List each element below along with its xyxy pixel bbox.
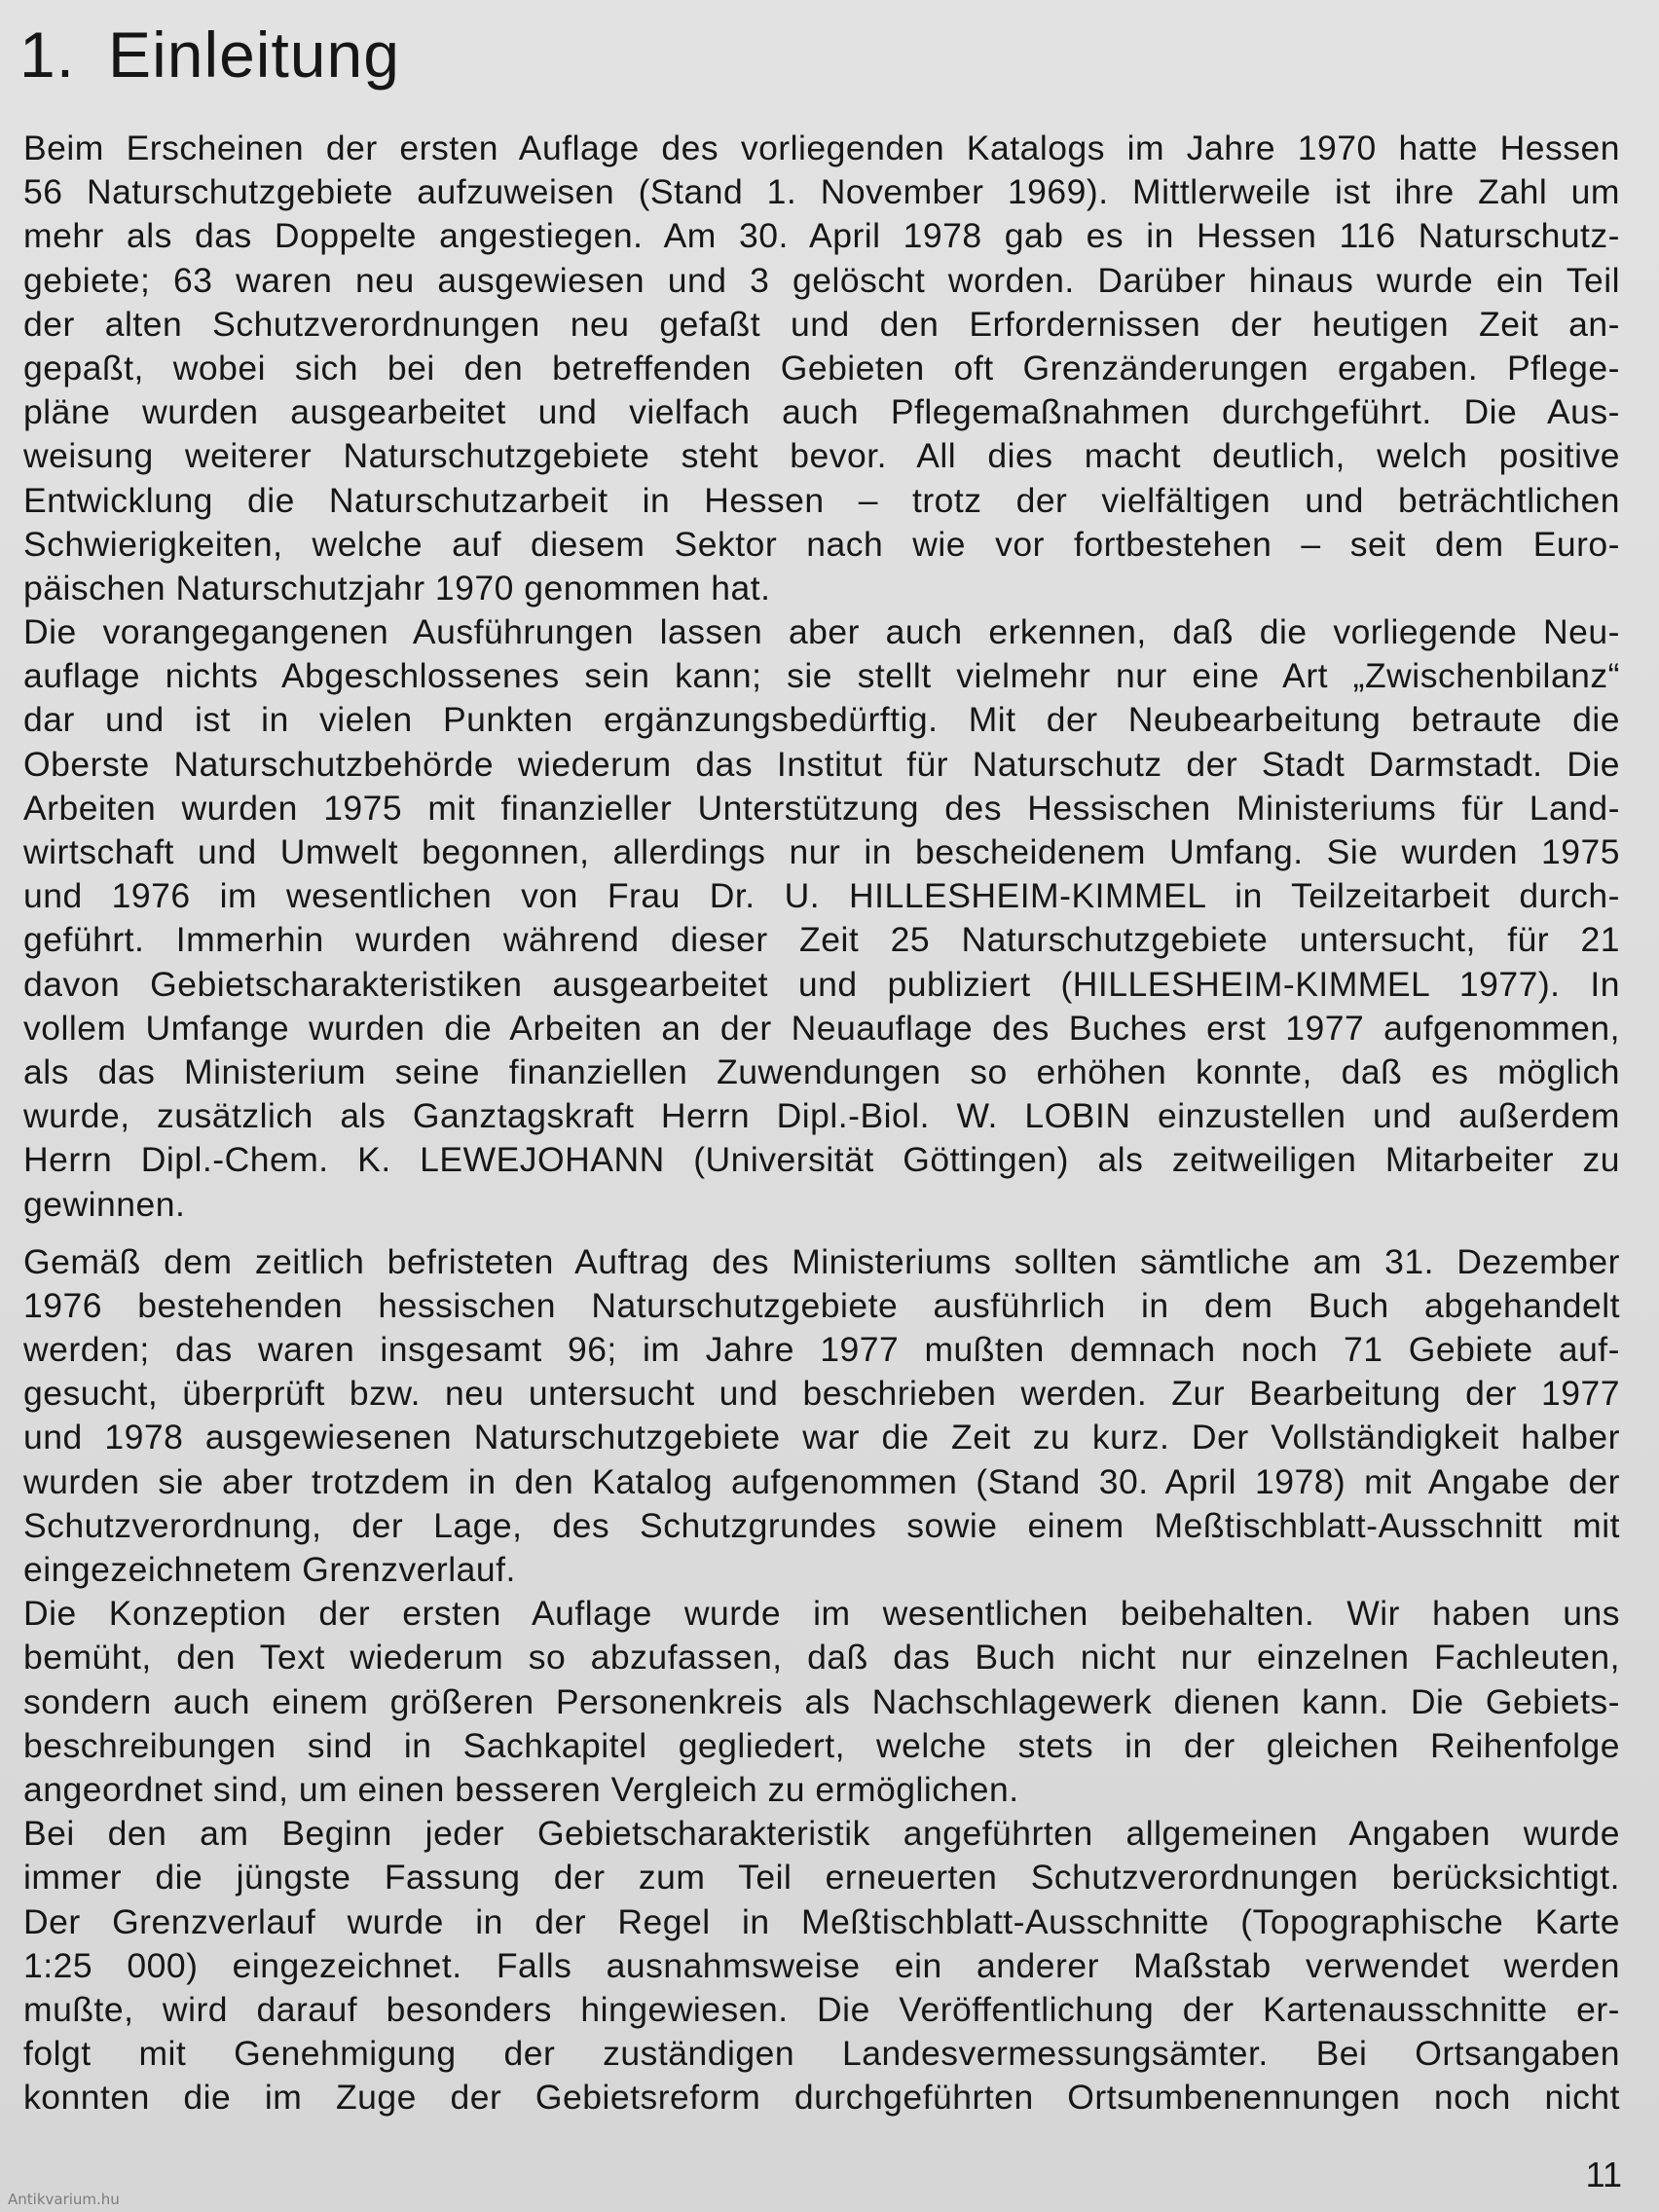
- text-line: folgt mit Genehmigung der zuständigen Landesvermessungsämter. Bei Ortsangaben: [23, 2034, 1620, 2074]
- chapter-heading: [19, 14, 400, 95]
- text-line: gepaßt, wobei sich bei den betreffenden Gebieten oft Grenzänderungen ergaben. Pflege-: [23, 348, 1620, 387]
- text-line: sondern auch einem größeren Personenkreis als Nachschlagewerk dienen kann. Die Gebiets-: [23, 1681, 1620, 1721]
- text-line: beschreibungen sind in Sachkapitel gegliedert, welche stets in der gleichen Reihenfolge: [23, 1725, 1620, 1765]
- text-line: Oberste Naturschutzbehörde wiederum das Institut für Naturschutz der Stadt Darmstadt. Die: [23, 744, 1620, 784]
- text-line: Herrn Dipl.-Chem. K. LEWEJOHANN (Universität Göttingen) als zeitweiligen Mitarbeiter zu: [23, 1140, 1620, 1180]
- text-line: mußte, wird darauf besonders hingewiesen. Die Veröffentlichung der Kartenausschnitte er-: [23, 1989, 1620, 2029]
- text-line: Beim Erscheinen der ersten Auflage des vorliegenden Katalogs im Jahre 1970 hatte Hessen: [23, 129, 1620, 167]
- text-line: gesucht, überprüft bzw. neu untersucht und beschrieben werden. Zur Bearbeitung der 1977: [23, 1374, 1620, 1414]
- text-line: werden; das waren insgesamt 96; im Jahre 1977 mußten demnach noch 71 Gebiete auf-: [23, 1330, 1620, 1370]
- text-line: pläne wurden ausgearbeitet und vielfach auch Pflegemaßnahmen durchgeführt. Die Aus-: [23, 392, 1620, 432]
- text-line: wirtschaft und Umwelt begonnen, allerdings nur in bescheidenem Umfang. Sie wurden 1975: [23, 832, 1620, 871]
- text-line: wurden sie aber trotzdem in den Katalog aufgenommen (Stand 30. April 1978) mit Angabe der: [23, 1461, 1620, 1501]
- text-line: vollem Umfange wurden die Arbeiten an der Neuauflage des Buches erst 1977 aufgenommen,: [23, 1008, 1620, 1048]
- body-text: [23, 127, 1620, 2120]
- text-line: dar und ist in vielen Punkten ergänzungsbedürftig. Mit der Neubearbeitung betraute die: [23, 700, 1620, 740]
- text-line: 1:25 000) eingezeichnet. Falls ausnahmsweise ein anderer Maßstab verwendet werden: [23, 1945, 1620, 1985]
- text-line: mehr als das Doppelte angestiegen. Am 30. April 1978 gab es in Hessen 116 Naturschutz-: [23, 216, 1620, 256]
- text-line: auflage nichts Abgeschlossenes sein kann; sie stellt vielmehr nur eine Art „Zwischenbilanz“: [23, 656, 1620, 696]
- text-line: 1976 bestehenden hessischen Naturschutzgebiete ausführlich in dem Buch abgehandelt: [23, 1285, 1620, 1325]
- text-line: Die Konzeption der ersten Auflage wurde im wesentlichen beibehalten. Wir haben uns: [23, 1594, 1620, 1634]
- text-line: päischen Naturschutzjahr 1970 genommen hat.: [23, 568, 771, 608]
- text-line: angeordnet sind, um einen besseren Vergleich zu ermöglichen.: [23, 1769, 1019, 1809]
- text-line: Schwierigkeiten, welche auf diesem Sektor nach wie vor fortbestehen – seit dem Euro-: [23, 524, 1620, 564]
- text-line: weisung weiterer Naturschutzgebiete steht bevor. All dies macht deutlich, welch positive: [23, 436, 1620, 476]
- text-line: eingezeichnetem Grenzverlauf.: [23, 1550, 516, 1589]
- text-line: Entwicklung die Naturschutzarbeit in Hessen – trotz der vielfältigen und beträchtlichen: [23, 480, 1620, 520]
- text-line: Bei den am Beginn jeder Gebietscharakteristik angeführten allgemeinen Angaben wurde: [23, 1814, 1620, 1854]
- text-line: immer die jüngste Fassung der zum Teil erneuerten Schutzverordnungen berücksichtigt.: [23, 1858, 1620, 1898]
- paragraph: [23, 1812, 1620, 2120]
- paragraph: [23, 610, 1620, 1227]
- page-number: 11: [1585, 2155, 1622, 2194]
- text-line: Die vorangegangenen Ausführungen lassen aber auch erkennen, daß die vorliegende Neu-: [23, 612, 1620, 652]
- paragraph: [23, 1592, 1620, 1812]
- text-line: Schutzverordnung, der Lage, des Schutzgrundes sowie einem Meßtischblatt-Ausschnitt mit: [23, 1505, 1620, 1545]
- text-line: gewinnen.: [23, 1184, 186, 1224]
- text-line: 56 Naturschutzgebiete aufzuweisen (Stand 1. November 1969). Mittlerweile ist ihre Zahl um: [23, 172, 1620, 212]
- text-line: wurde, zusätzlich als Ganztagskraft Herrn Dipl.-Biol. W. LOBIN einzustellen und außerdem: [23, 1096, 1620, 1136]
- text-line: und 1978 ausgewiesenen Naturschutzgebiete war die Zeit zu kurz. Der Vollständigkeit halber: [23, 1418, 1620, 1457]
- text-line: Der Grenzverlauf wurde in der Regel in Meßtischblatt-Ausschnitte (Topographische Karte: [23, 1901, 1620, 1941]
- text-line: und 1976 im wesentlichen von Frau Dr. U. HILLESHEIM-KIMMEL in Teilzeitarbeit durch-: [23, 876, 1620, 916]
- text-line: Arbeiten wurden 1975 mit finanzieller Unterstützung des Hessischen Ministeriums für Land-: [23, 788, 1620, 828]
- text-line: gebiete; 63 waren neu ausgewiesen und 3 gelöscht worden. Darüber hinaus wurde ein Teil: [23, 260, 1620, 300]
- text-line: als das Ministerium seine finanziellen Zuwendungen so erhöhen konnte, daß es möglich: [23, 1051, 1620, 1091]
- paragraph: [23, 127, 1620, 610]
- text-line: davon Gebietscharakteristiken ausgearbeitet und publiziert (HILLESHEIM-KIMMEL 1977). In: [23, 964, 1620, 1004]
- chapter-title: Einleitung: [108, 18, 400, 91]
- text-line: der alten Schutzverordnungen neu gefaßt und den Erfordernissen der heutigen Zeit an-: [23, 304, 1620, 344]
- watermark: Antikvarium.hu: [8, 2191, 120, 2208]
- text-line: Gemäß dem zeitlich befristeten Auftrag des Ministeriums sollten sämtliche am 31. Dezember: [23, 1241, 1620, 1281]
- text-line: geführt. Immerhin wurden während dieser Zeit 25 Naturschutzgebiete untersucht, für 21: [23, 920, 1620, 960]
- text-line: konnten die im Zuge der Gebietsreform durchgeführten Ortsumbenennungen noch nicht: [23, 2078, 1620, 2118]
- chapter-number: 1.: [19, 18, 76, 91]
- paragraph: [23, 1240, 1620, 1593]
- text-line: bemüht, den Text wiederum so abzufassen, daß das Buch nicht nur einzelnen Fachleuten,: [23, 1638, 1620, 1677]
